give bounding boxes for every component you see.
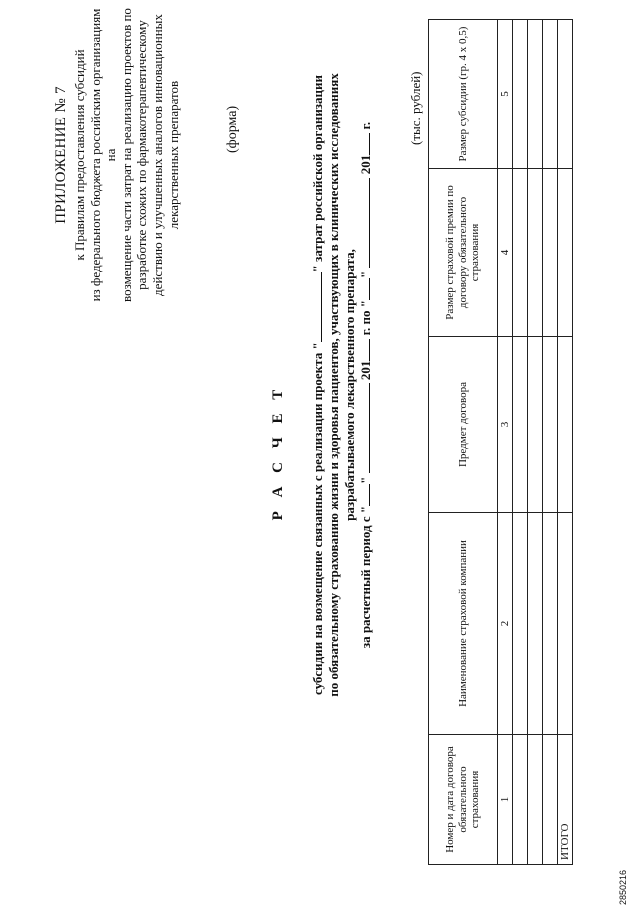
period-text: " bbox=[357, 270, 373, 279]
subtitle-line-2: по обязательному страхованию жизни и здоровья пациентов, участвующих в клинических исследованиях bbox=[325, 73, 341, 697]
total-row bbox=[558, 20, 573, 865]
column-header: Номер и дата договора обязательного страхования bbox=[429, 735, 498, 865]
table-cell[interactable] bbox=[528, 735, 543, 865]
table-row bbox=[543, 20, 558, 865]
period-end-month-blank bbox=[358, 178, 370, 268]
column-header: Размер субсидии (гр. 4 х 0,5) bbox=[429, 20, 498, 169]
table-cell[interactable] bbox=[558, 513, 573, 735]
period-start-year-blank bbox=[358, 339, 370, 361]
period-start-month-blank bbox=[358, 383, 370, 473]
units-label: (тыс. рублей) bbox=[408, 71, 423, 145]
table-cell[interactable] bbox=[528, 169, 543, 337]
table-cell[interactable] bbox=[543, 169, 558, 337]
table-cell[interactable] bbox=[528, 513, 543, 735]
table-cell[interactable] bbox=[513, 337, 528, 513]
document-code: 2850216 bbox=[618, 869, 628, 905]
subtitle-line-1 bbox=[310, 55, 326, 715]
document-title: Р А С Ч Е Т bbox=[270, 384, 286, 521]
document-subtitle bbox=[310, 55, 373, 715]
table-cell[interactable] bbox=[543, 337, 558, 513]
table-cell[interactable] bbox=[513, 20, 528, 169]
subtitle-line-4 bbox=[358, 55, 374, 715]
column-number: 3 bbox=[498, 337, 513, 513]
period-text: г. по " bbox=[357, 300, 373, 336]
table-cell[interactable] bbox=[558, 337, 573, 513]
table-cell[interactable] bbox=[513, 513, 528, 735]
calculation-table bbox=[428, 19, 573, 865]
column-header: Наименование страховой компании bbox=[429, 513, 498, 735]
period-text: г. bbox=[357, 121, 373, 130]
period-end-year-blank bbox=[358, 133, 370, 155]
table-cell[interactable] bbox=[528, 337, 543, 513]
table-cell[interactable] bbox=[543, 735, 558, 865]
table-cell[interactable] bbox=[558, 169, 573, 337]
column-header: Предмет договора bbox=[429, 337, 498, 513]
column-number: 5 bbox=[498, 20, 513, 169]
table-cell[interactable] bbox=[558, 20, 573, 169]
table-row bbox=[528, 20, 543, 865]
table-cell[interactable] bbox=[543, 513, 558, 735]
appendix-line: возмещение части затрат на реализацию проектов по bbox=[118, 8, 134, 302]
period-text: 201 bbox=[357, 154, 373, 175]
period-text: за расчетный период с " bbox=[357, 505, 373, 649]
appendix-line: разработке схожих по фармакотерапевтическому bbox=[134, 20, 150, 290]
table-cell[interactable] bbox=[543, 20, 558, 169]
table-header-row bbox=[429, 20, 498, 865]
period-start-day-blank bbox=[358, 484, 370, 506]
appendix-line: лекарственных препаратов bbox=[165, 80, 181, 230]
appendix-line: действию и улучшенных аналогов инновационных bbox=[149, 14, 165, 296]
column-number-row bbox=[498, 20, 513, 865]
appendix-header bbox=[52, 5, 181, 305]
project-name-blank bbox=[310, 272, 322, 342]
subtitle-text: субсидии на возмещение связанных с реализации проекта " bbox=[310, 342, 325, 696]
appendix-line: из федерального бюджета российским организациям на bbox=[87, 8, 119, 302]
column-number: 1 bbox=[498, 735, 513, 865]
subtitle-text: " затрат российской организации bbox=[310, 74, 325, 273]
column-header: Размер страховой премии по договору обязательного страхования bbox=[429, 169, 498, 337]
column-number: 4 bbox=[498, 169, 513, 337]
period-text: " bbox=[357, 476, 373, 484]
subtitle-line-3: разрабатываемого лекарственного препарата, bbox=[341, 249, 357, 521]
appendix-line: к Правилам предоставления субсидий bbox=[72, 49, 87, 261]
table-cell[interactable] bbox=[513, 169, 528, 337]
column-number: 2 bbox=[498, 513, 513, 735]
form-label: (форма) bbox=[225, 105, 240, 153]
table-cell[interactable] bbox=[513, 735, 528, 865]
appendix-title: ПРИЛОЖЕНИЕ № 7 bbox=[53, 86, 69, 224]
table-row bbox=[513, 20, 528, 865]
table-cell[interactable] bbox=[528, 20, 543, 169]
total-label: ИТОГО bbox=[558, 735, 573, 865]
period-text: 201 bbox=[357, 360, 373, 381]
period-end-day-blank bbox=[358, 278, 370, 300]
